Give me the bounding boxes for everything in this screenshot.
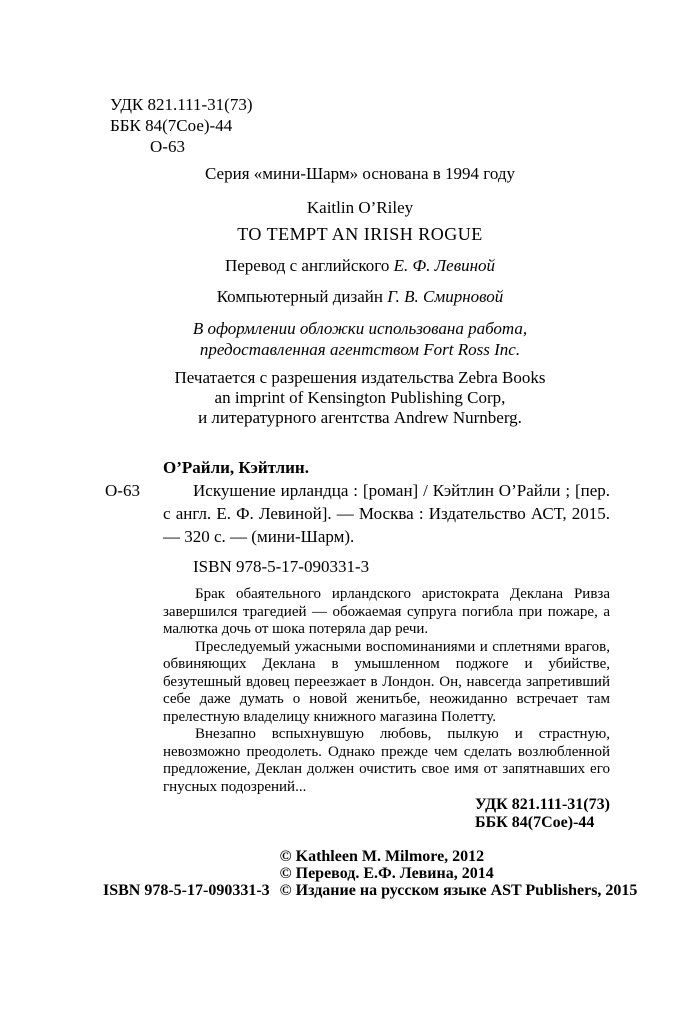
annotation-paragraph-1: Брак обаятельного ирландского аристократа Деклана Ривза завершился трагедией — обожаемая супруга погибла при пожаре, а малютка дочь от шока потеряла дар речи. [163, 586, 610, 637]
translation-credit [110, 255, 610, 277]
catalog-card-author-code: О-63 [105, 481, 140, 500]
translator-name: Е. Ф. Левиной [393, 256, 496, 275]
copyright-russian-edition: © Издание на русском языке AST Publishers, 2015 [279, 882, 638, 899]
copyright-author: © Kathleen M. Milmore, 2012 [279, 848, 485, 865]
isbn-line: ISBN 978-5-17-090331-3 [193, 557, 370, 576]
designer-name: Г. В. Смирновой [387, 287, 504, 306]
catalog-card-author: О’Райли, Кэйтлин. [163, 458, 309, 477]
catalog-card-entry [105, 479, 610, 548]
copyright-block [103, 848, 638, 899]
cover-art-note-line1: В оформлении обложки использована работа, [192, 319, 528, 338]
permission-note-line2: an imprint of Kensington Publishing Corp, [214, 388, 506, 407]
udk-code: УДК 821.111-31(73) [110, 95, 253, 114]
bottom-bbk-code: ББК 84(7Сое)-44 [475, 813, 595, 831]
bbk-code: ББК 84(7Сое)-44 [110, 116, 233, 135]
copyright-translation: © Перевод. Е.Ф. Левина, 2014 [279, 865, 494, 882]
cover-art-note [110, 318, 610, 360]
translation-credit-prefix: Перевод с английского [224, 256, 390, 275]
catalog-card-description: Искушение ирландца : [роман] / Кэйтлин О’Райли ; [пер. с англ. Е. Ф. Левиной]. — Москва : Издательство АСТ, 2015. — 320 с. — (мини-Шарм). [163, 481, 610, 546]
catalog-card [105, 456, 610, 578]
publishing-permission-note [110, 368, 610, 428]
design-credit [110, 286, 610, 308]
cover-art-note-line2: предоставленная агентством Fort Ross Inc. [199, 340, 521, 359]
bottom-classification-codes [475, 796, 610, 831]
page-content [103, 94, 638, 899]
original-title: TO TEMPT AN IRISH ROGUE [237, 224, 483, 244]
bottom-udk-code: УДК 821.111-31(73) [475, 796, 610, 813]
copyright-lines [280, 848, 638, 899]
top-classification-codes [110, 94, 610, 157]
series-note: Серия «мини-Шарм» основана в 1994 году [205, 164, 515, 183]
author-sign-code: О-63 [150, 137, 185, 156]
permission-note-line1: Печатается с разрешения издательства Zebra Books [174, 368, 546, 387]
annotation-paragraph-2: Преследуемый ужасными воспоминаниями и сплетнями врагов, обвиняющих Деклана в умышленном поджоге и убийстве, безутешный вдовец переезжает в Лондон. Он, навсегда запретивший себе даже думать о новой женитьбе, неожиданно встречает там прелестную владелицу книжного магазина Полетту. [163, 638, 610, 725]
annotation [163, 586, 610, 796]
annotation-paragraph-3: Внезапно вспыхнувшую любовь, пылкую и страстную, невозможно преодолеть. Однако прежде чем сделать возлюбленной предложение, Деклан должен очистить свое имя от запятнавших его гнусных подозрений... [163, 726, 610, 795]
design-credit-prefix: Компьютерный дизайн [216, 287, 383, 306]
permission-note-line3: и литературного агентства Andrew Nurnberg. [198, 408, 522, 427]
original-author: Kaitlin O’Riley [306, 198, 414, 217]
bottom-isbn: ISBN 978-5-17-090331-3 [103, 882, 270, 899]
